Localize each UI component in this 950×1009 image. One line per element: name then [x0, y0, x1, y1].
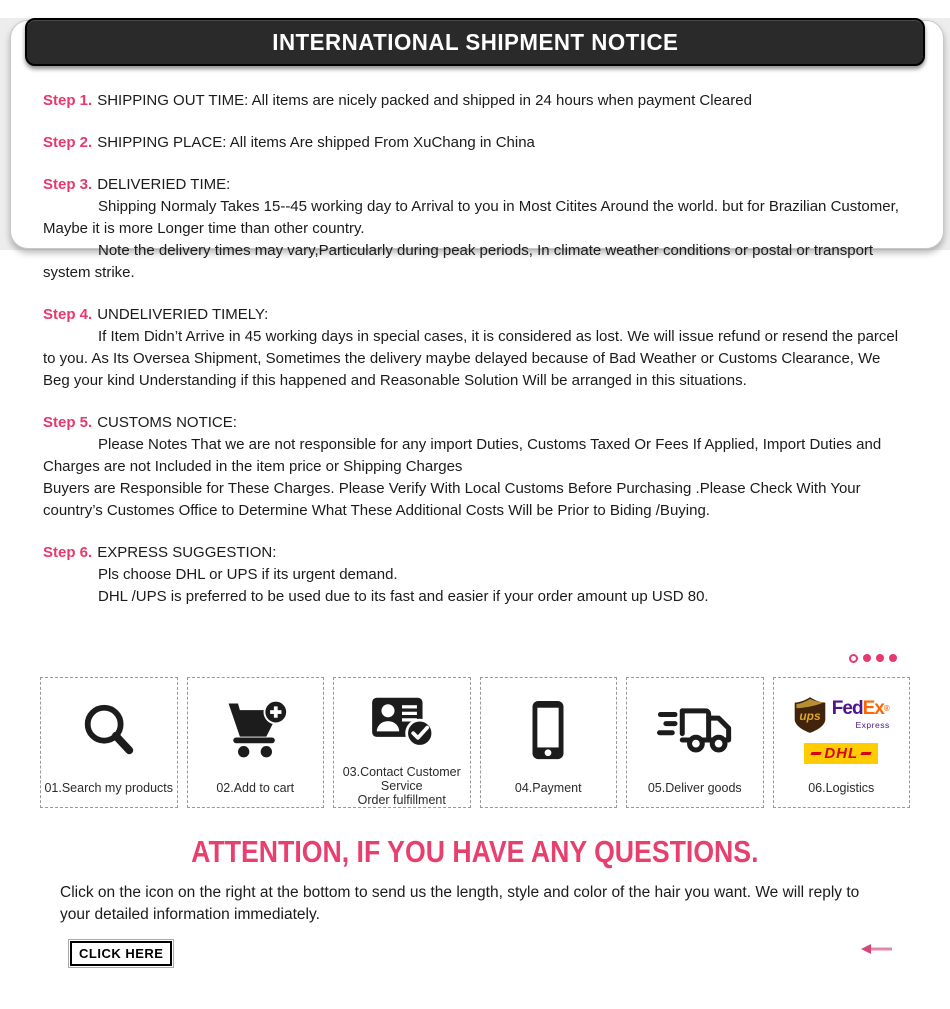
step-3-label: Step 3. [43, 176, 93, 193]
step-5-paragraph-1: Please Notes That we are not responsible for any import Duties, Customs Taxed Or Fees If Applied, Import Duties and Charges are not Included in the item price or Shipping Charges [43, 436, 882, 475]
attention-heading: ATTENTION, IF YOU HAVE ANY QUESTIONS. [191, 834, 759, 869]
carousel-dot-2[interactable] [863, 654, 871, 662]
fedex-logo: FedEx® Express [831, 698, 890, 730]
process-steps-row [40, 677, 910, 808]
attention-body-text: Click on the icon on the right at the bottom to send us the length, style and color of the hair you want. We will reply to your detailed information immediately. [60, 884, 860, 923]
step-6-line-1: Pls choose DHL or UPS if its urgent demand. [98, 566, 398, 583]
carousel-dot-1[interactable] [849, 654, 858, 663]
step-3-paragraph-2: Note the delivery times may vary,Particularly during peak periods, In climate weather conditions or postal or transport system strike. [43, 242, 874, 281]
step-2 [43, 132, 906, 154]
carousel-dot-4[interactable] [889, 654, 897, 662]
contact-card-icon [334, 678, 470, 765]
step-1 [43, 90, 906, 112]
step-6-line-2: DHL /UPS is preferred to be used due to its fast and easier if your order amount up USD 80. [98, 588, 709, 605]
steps-section [0, 66, 950, 608]
carousel-dots [0, 654, 897, 663]
step-1-label: Step 1. [43, 92, 93, 109]
process-box-contact [333, 677, 471, 808]
step-5-paragraph-2: Buyers are Responsible for These Charges. Please Verify With Local Customs Before Purchasing .Please Check With Your country’s Customes Office to Determine What These Additional Costs Will be Prior to Biding /Buying. [43, 480, 861, 519]
process-label-deliver: 05.Deliver goods [647, 781, 742, 795]
dhl-logo: DHL [804, 743, 878, 764]
step-4 [43, 304, 906, 392]
step-4-label: Step 4. [43, 306, 93, 323]
carousel-dot-3[interactable] [876, 654, 884, 662]
process-label-add-to-cart: 02.Add to cart [216, 781, 295, 795]
step-1-title: SHIPPING OUT TIME: All items are nicely packed and shipped in 24 hours when payment Cleared [97, 92, 752, 109]
click-here-button[interactable]: CLICK HERE [70, 941, 172, 966]
process-label-logistics: 06.Logistics [808, 781, 875, 795]
step-2-title: SHIPPING PLACE: All items Are shipped From XuChang in China [97, 134, 535, 151]
step-5 [43, 412, 906, 522]
shipment-notice-banner [25, 18, 925, 66]
process-label-contact: 03.Contact Customer Service [342, 765, 461, 793]
ups-logo [793, 696, 827, 739]
process-box-deliver [626, 677, 764, 808]
process-box-add-to-cart [187, 677, 325, 808]
svg-text:ups: ups [799, 708, 821, 723]
step-3 [43, 174, 906, 284]
search-icon [41, 678, 177, 781]
step-6 [43, 542, 906, 608]
step-5-label: Step 5. [43, 414, 93, 431]
left-arrow-icon[interactable] [860, 942, 894, 960]
cart-plus-icon [188, 678, 324, 781]
step-2-label: Step 2. [43, 134, 93, 151]
process-box-search [40, 677, 178, 808]
process-label-search: 01.Search my products [44, 781, 174, 795]
step-4-paragraph-1: If Item Didn’t Arrive in 45 working days in special cases, it is considered as lost. We will issue refund or resend the parcel to you. As Its Oversea Shipment, Sometimes the delivery maybe delayed because of Bad Weather or Customs Clearance, We Beg your kind Understanding if this happened and Reasonable Solution Will be arranged in this situations. [43, 328, 899, 389]
process-label-contact-2: Order fulfillment [357, 793, 446, 807]
process-box-payment [480, 677, 618, 808]
step-6-title: EXPRESS SUGGESTION: [97, 544, 277, 561]
banner-title: INTERNATIONAL SHIPMENT NOTICE [271, 28, 679, 55]
step-3-paragraph-1: Shipping Normaly Takes 15--45 working day to Arrival to you in Most Citites Around the world. but for Brazilian Customer, Maybe it is more Longer time than other country. [43, 198, 899, 237]
phone-icon [481, 678, 617, 781]
truck-icon [627, 678, 763, 781]
step-5-title: CUSTOMS NOTICE: [97, 414, 237, 431]
step-3-title: DELIVERIED TIME: [97, 176, 231, 193]
process-label-payment: 04.Payment [514, 781, 582, 795]
step-6-label: Step 6. [43, 544, 93, 561]
step-4-title: UNDELIVERIED TIMELY: [97, 306, 269, 323]
logistics-logos [774, 678, 910, 781]
process-box-logistics [773, 677, 911, 808]
